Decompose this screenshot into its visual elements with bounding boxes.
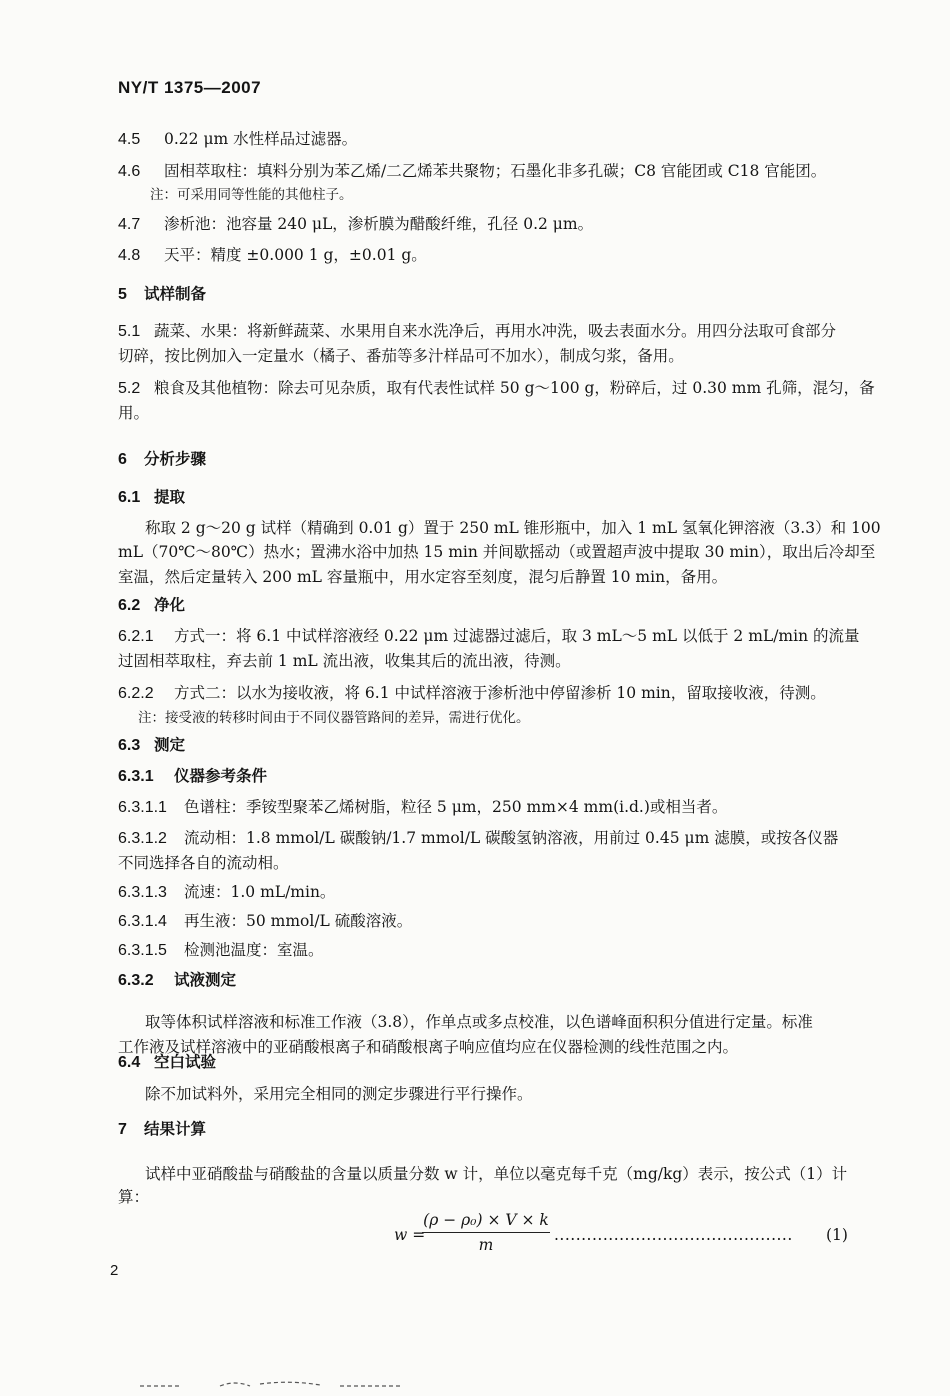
section-6-1-heading xyxy=(118,486,878,509)
section-number: 6.2 xyxy=(118,597,141,614)
item-number: 5.1 xyxy=(118,323,141,340)
item-text: 流动相：1.8 mmol/L 碳酸钠/1.7 mmol/L 碳酸氢钠溶液，用前过 0.45 μm 滤膜，或按各仪器 xyxy=(184,829,839,847)
formula-lhs: w = xyxy=(394,1226,426,1244)
section-5-heading xyxy=(118,283,878,306)
section-title: 试样制备 xyxy=(144,284,207,303)
formula-leader-dots: ............................................ xyxy=(554,1226,793,1244)
item-number: 6.3.1.4 xyxy=(118,913,167,930)
formula-fraction xyxy=(422,1210,550,1255)
section-title: 仪器参考条件 xyxy=(174,766,268,785)
section-6-2-heading xyxy=(118,594,878,617)
item-6-2-2 xyxy=(118,682,878,705)
item-4-5 xyxy=(118,128,878,151)
page-number: 2 xyxy=(110,1262,119,1279)
section-title: 净化 xyxy=(154,595,186,614)
formula-1 xyxy=(394,1210,864,1260)
item-text: 方式二：以水为接收液，将 6.1 中试样溶液于渗析池中停留渗析 10 min，留取接收液，待测。 xyxy=(174,684,826,702)
item-text: 粮食及其他植物：除去可见杂质，取有代表性试样 50 g～100 g，粉碎后，过 0.30 mm 孔筛，混匀，备 xyxy=(154,379,875,397)
item-4-6 xyxy=(118,160,878,183)
item-number: 6.3.1.1 xyxy=(118,799,167,816)
formula-number: (1) xyxy=(826,1226,848,1244)
item-6-2-1-cont: 过固相萃取柱，弃去前 1 mL 流出液，收集其后的流出液，待测。 xyxy=(118,652,571,670)
note-4-6: 注：可采用同等性能的其他柱子。 xyxy=(150,187,353,203)
item-number: 6.3.1.2 xyxy=(118,830,167,847)
item-6-2-1 xyxy=(118,625,878,648)
item-text: 渗析池：池容量 240 μL，渗析膜为醋酸纤维，孔径 0.2 μm。 xyxy=(164,215,594,233)
section-6-3-1-heading xyxy=(118,765,878,788)
section-title: 测定 xyxy=(154,735,186,754)
note-6-2-2: 注：接受液的转移时间由于不同仪器管路间的差异，需进行优化。 xyxy=(138,710,530,726)
para-7-line2: 算： xyxy=(118,1188,150,1206)
section-number: 6.3.1 xyxy=(118,768,154,785)
item-text: 天平：精度 ±0.000 1 g，±0.01 g。 xyxy=(164,246,427,264)
item-6-3-1-3 xyxy=(118,881,878,904)
item-6-3-1-5 xyxy=(118,939,878,962)
section-number: 6.3.2 xyxy=(118,972,154,989)
section-number: 6.4 xyxy=(118,1054,141,1071)
fraction-bar xyxy=(422,1232,550,1233)
section-title: 结果计算 xyxy=(144,1119,207,1138)
standard-code: NY/T 1375—2007 xyxy=(118,78,262,97)
section-6-3-2-heading xyxy=(118,969,878,992)
section-title: 试液测定 xyxy=(174,970,237,989)
item-number: 4.5 xyxy=(118,131,141,148)
section-title: 提取 xyxy=(154,487,186,506)
item-text: 0.22 μm 水性样品过滤器。 xyxy=(164,130,358,148)
formula-denominator: m xyxy=(478,1236,494,1254)
item-number: 6.2.2 xyxy=(118,685,154,702)
para-6-1-line3: 室温，然后定量转入 200 mL 容量瓶中，用水定容至刻度，混匀后静置 10 min，备用。 xyxy=(118,568,728,586)
para-6-4: 除不加试料外，采用完全相同的测定步骤进行平行操作。 xyxy=(145,1085,533,1103)
item-number: 6.2.1 xyxy=(118,628,154,645)
item-5-2-cont: 用。 xyxy=(118,404,150,422)
para-6-1-line2: mL（70℃～80℃）热水；置沸水浴中加热 15 min 并间歇摇动（或置超声波中提取 30 min），取出后冷却至 xyxy=(118,543,876,561)
section-number: 6.3 xyxy=(118,737,141,754)
para-6-3-2-line2: 工作液及试样溶液中的亚硝酸根离子和硝酸根离子响应值均应在仪器检测的线性范围之内。 xyxy=(118,1038,739,1056)
section-number: 6.1 xyxy=(118,489,141,506)
item-number: 6.3.1.5 xyxy=(118,942,167,959)
section-title: 空白试验 xyxy=(154,1052,217,1071)
item-text: 固相萃取柱：填料分别为苯乙烯/二乙烯苯共聚物；石墨化非多孔碳；C8 官能团或 C18 官能团。 xyxy=(164,162,827,180)
section-number: 5 xyxy=(118,286,127,303)
item-text: 色谱柱：季铵型聚苯乙烯树脂，粒径 5 μm，250 mm×4 mm(i.d.)或相当者。 xyxy=(184,798,728,816)
item-4-7 xyxy=(118,213,878,236)
item-text: 检测池温度：室温。 xyxy=(184,941,324,959)
item-number: 6.3.1.3 xyxy=(118,884,167,901)
item-text: 再生液：50 mmol/L 硫酸溶液。 xyxy=(184,912,413,930)
item-5-1 xyxy=(118,320,878,343)
section-number: 6 xyxy=(118,451,127,468)
item-text: 方式一：将 6.1 中试样溶液经 0.22 μm 过滤器过滤后，取 3 mL～5 mL 以低于 2 mL/min 的流量 xyxy=(174,627,860,645)
section-7-heading xyxy=(118,1118,878,1141)
item-number: 4.7 xyxy=(118,216,141,233)
section-number: 7 xyxy=(118,1121,127,1138)
item-6-3-1-1 xyxy=(118,796,878,819)
item-5-2 xyxy=(118,377,878,400)
scan-artifact-marks xyxy=(140,1378,440,1392)
item-number: 4.6 xyxy=(118,163,141,180)
item-6-3-1-4 xyxy=(118,910,878,933)
item-6-3-1-2 xyxy=(118,827,878,850)
para-6-1-line1: 称取 2 g～20 g 试样（精确到 0.01 g）置于 250 mL 锥形瓶中，加入 1 mL 氢氧化钾溶液（3.3）和 100 xyxy=(145,519,881,537)
section-6-3-heading xyxy=(118,734,878,757)
section-6-heading xyxy=(118,448,878,471)
item-number: 4.8 xyxy=(118,247,141,264)
item-text: 流速：1.0 mL/min。 xyxy=(184,883,336,901)
item-number: 5.2 xyxy=(118,380,141,397)
item-6-3-1-2-cont: 不同选择各自的流动相。 xyxy=(118,854,289,872)
para-7-line1: 试样中亚硝酸盐与硝酸盐的含量以质量分数 w 计，单位以毫克每千克（mg/kg）表示，按公式（1）计 xyxy=(145,1165,848,1183)
section-title: 分析步骤 xyxy=(144,449,207,468)
para-6-3-2-line1: 取等体积试样溶液和标准工作液（3.8），作单点或多点校准，以色谱峰面积积分值进行定量。标准 xyxy=(145,1013,813,1031)
item-4-8 xyxy=(118,244,878,267)
item-text: 蔬菜、水果：将新鲜蔬菜、水果用自来水洗净后，再用水冲洗，吸去表面水分。用四分法取可食部分 xyxy=(154,322,837,340)
formula-numerator: (ρ − ρ₀) × V × k xyxy=(423,1211,549,1229)
item-5-1-cont: 切碎，按比例加入一定量水（橘子、番茄等多汁样品可不加水），制成匀浆，备用。 xyxy=(118,347,684,365)
section-6-4-heading xyxy=(118,1051,878,1074)
